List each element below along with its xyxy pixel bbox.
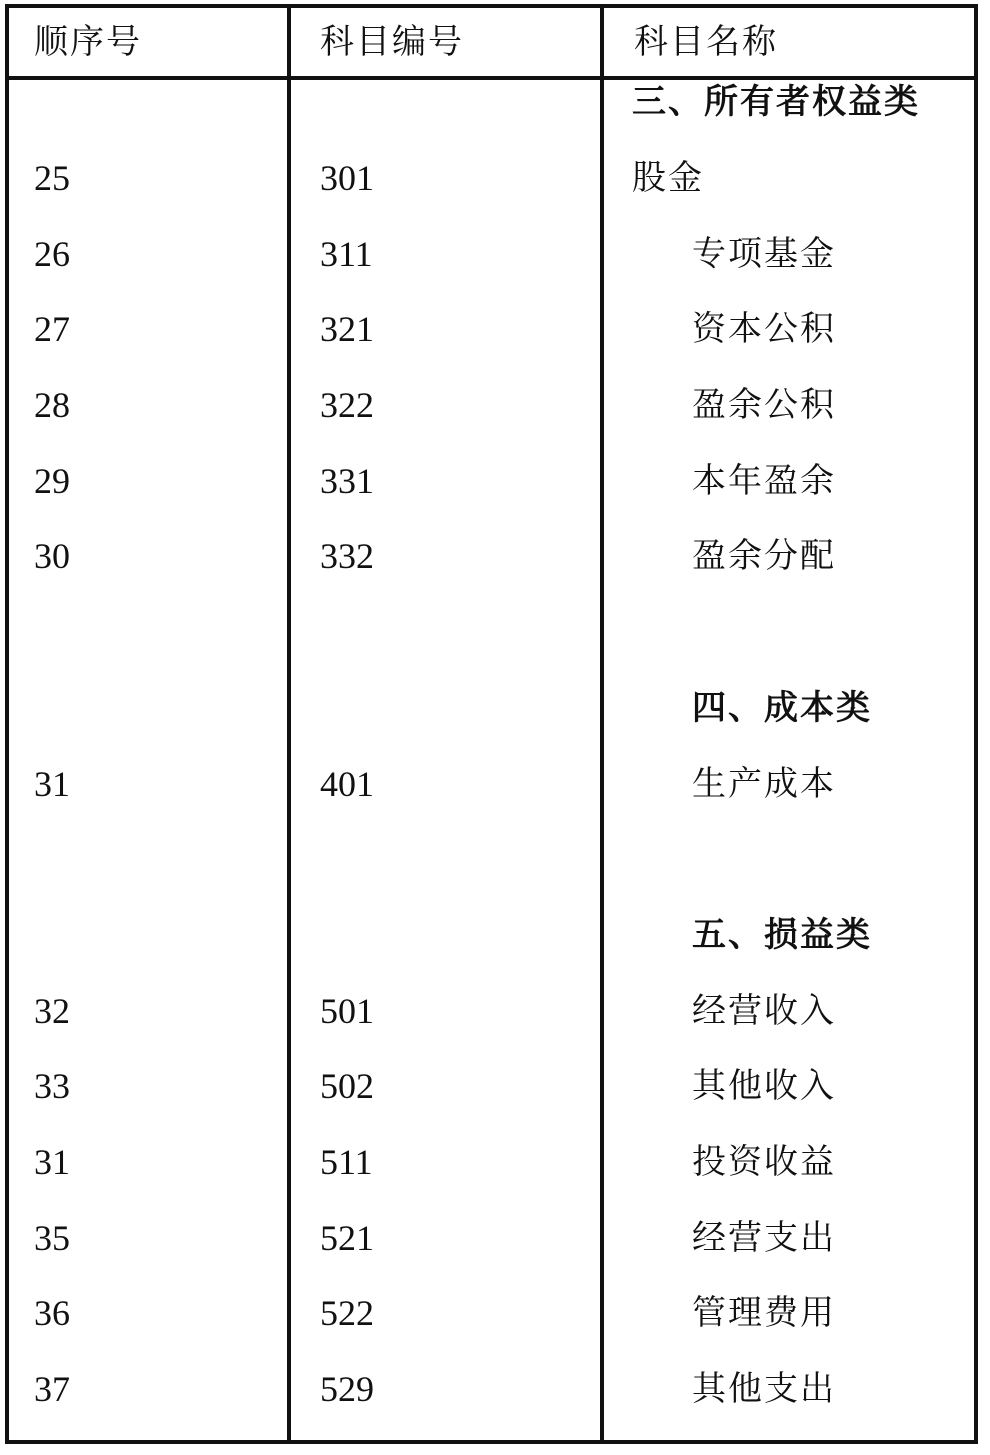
row-seq: 26 xyxy=(34,234,70,274)
row-seq: 33 xyxy=(34,1066,70,1106)
row-name: 投资收益 xyxy=(692,1142,836,1182)
row-name: 本年盈余 xyxy=(692,461,836,501)
row-seq: 29 xyxy=(34,461,70,501)
row-code: 301 xyxy=(320,158,374,198)
row-name: 盈余分配 xyxy=(692,536,836,576)
row-name: 资本公积 xyxy=(692,309,836,349)
row-code: 311 xyxy=(320,234,373,274)
row-seq: 27 xyxy=(34,309,70,349)
column-divider-2 xyxy=(600,4,604,1444)
row-code: 521 xyxy=(320,1218,374,1258)
category-heading: 三、所有者权益类 xyxy=(632,82,920,122)
row-name: 其他收入 xyxy=(692,1066,836,1106)
row-seq: 35 xyxy=(34,1218,70,1258)
row-seq: 37 xyxy=(34,1369,70,1409)
row-code: 321 xyxy=(320,309,374,349)
row-seq: 31 xyxy=(34,764,70,804)
row-seq: 31 xyxy=(34,1142,70,1182)
header-seq: 顺序号 xyxy=(34,22,142,62)
row-seq: 36 xyxy=(34,1293,70,1333)
row-code: 529 xyxy=(320,1369,374,1409)
row-code: 322 xyxy=(320,385,374,425)
row-name: 经营收入 xyxy=(692,991,836,1031)
category-heading: 五、损益类 xyxy=(692,915,872,955)
header-name: 科目名称 xyxy=(634,22,778,62)
row-code: 511 xyxy=(320,1142,373,1182)
column-divider-1 xyxy=(287,4,291,1444)
row-code: 501 xyxy=(320,991,374,1031)
row-code: 522 xyxy=(320,1293,374,1333)
header-code: 科目编号 xyxy=(320,22,464,62)
row-name: 专项基金 xyxy=(692,234,836,274)
row-name: 股金 xyxy=(632,158,704,198)
row-name: 生产成本 xyxy=(692,764,836,804)
row-name: 管理费用 xyxy=(692,1293,836,1333)
row-code: 502 xyxy=(320,1066,374,1106)
row-name: 经营支出 xyxy=(692,1218,836,1258)
row-seq: 25 xyxy=(34,158,70,198)
row-code: 331 xyxy=(320,461,374,501)
row-name: 盈余公积 xyxy=(692,385,836,425)
row-code: 401 xyxy=(320,764,374,804)
row-name: 其他支出 xyxy=(692,1369,836,1409)
row-seq: 30 xyxy=(34,536,70,576)
row-seq: 32 xyxy=(34,991,70,1031)
category-heading: 四、成本类 xyxy=(692,688,872,728)
row-code: 332 xyxy=(320,536,374,576)
row-seq: 28 xyxy=(34,385,70,425)
